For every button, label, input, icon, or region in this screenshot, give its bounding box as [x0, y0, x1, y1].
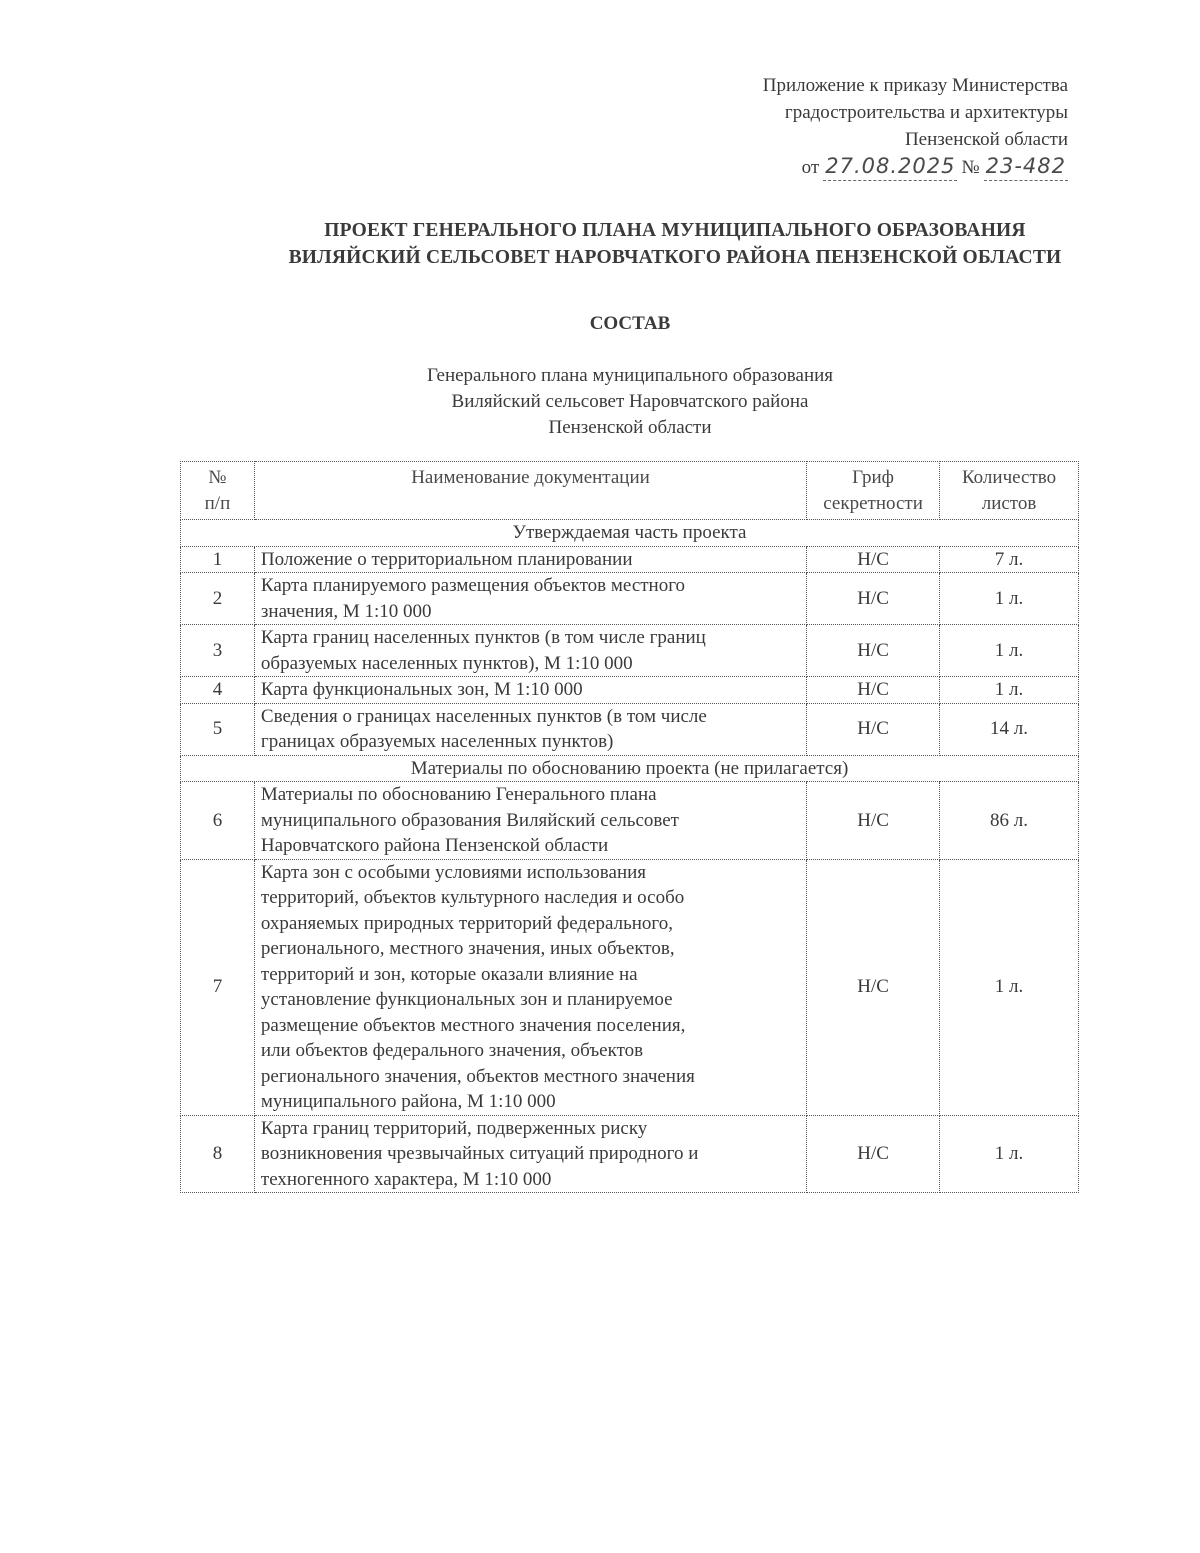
row-name [254, 625, 806, 677]
row-number: 5 [181, 703, 255, 755]
row-count: 1 л. [940, 1115, 1079, 1193]
header-num [181, 462, 255, 520]
row-name-line: охраняемых природных территорий федерального, [260, 912, 674, 934]
header-name: Наименование документации [254, 462, 806, 520]
appendix-line-3: Пензенской области [904, 129, 1068, 150]
from-label: от [801, 157, 820, 178]
row-name-line: техногенного характера, М 1:10 000 [260, 1168, 552, 1190]
row-name [254, 703, 806, 755]
header-grif [807, 462, 940, 520]
row-name-line: установление функциональных зон и планируемое [260, 989, 673, 1010]
row-name [254, 859, 806, 1115]
row-number: 6 [181, 782, 255, 860]
section-approved-part [181, 520, 1079, 547]
row-grif: Н/С [807, 677, 940, 704]
row-name [254, 782, 806, 860]
row-number: 8 [181, 1115, 255, 1193]
order-date-number [763, 153, 1068, 181]
appendix-line-1: Приложение к приказу Министерства [762, 75, 1068, 96]
row-grif: Н/С [807, 1115, 940, 1193]
header-count-line-2: листов [981, 492, 1037, 514]
handwritten-number: 23-482 [984, 153, 1068, 181]
table-row [181, 703, 1079, 755]
row-count: 1 л. [940, 677, 1079, 704]
row-name-line: Карта границ территорий, подверженных риску [260, 1117, 648, 1139]
row-number: 1 [181, 546, 255, 573]
row-grif: Н/С [807, 573, 940, 625]
row-name-line: размещение объектов местного значения поселения, [260, 1014, 686, 1036]
row-number: 3 [181, 625, 255, 677]
appendix-line-2: градостроительства и архитектуры [784, 102, 1068, 123]
header-num-line-1: № [208, 467, 227, 488]
row-name-line: муниципального района, М 1:10 000 [260, 1091, 556, 1112]
header-grif-line-2: секретности [823, 492, 923, 514]
header-grif-line-1: Гриф [852, 467, 894, 488]
section-approved-part-label: Утверждаемая часть проекта [181, 520, 1079, 547]
header-count [940, 462, 1079, 520]
handwritten-date: 27.08.2025 [823, 153, 957, 181]
row-grif: Н/С [807, 859, 940, 1115]
row-name-line: территорий и зон, которые оказали влияние на [260, 963, 638, 985]
subtitle-line-2: Виляйский сельсовет Наровчатского района [451, 391, 809, 412]
document-title [150, 217, 1200, 271]
section-heading: СОСТАВ [589, 313, 671, 334]
row-name-line: Материалы по обоснованию Генерального плана [260, 784, 657, 805]
header-num-line-2: п/п [204, 492, 231, 514]
subtitle-line-1: Генерального плана муниципального образования [426, 365, 834, 386]
document-subtitle [0, 363, 1200, 441]
row-name-line: значения, М 1:10 000 [260, 600, 432, 622]
row-number: 2 [181, 573, 255, 625]
documentation-table [180, 461, 1079, 1193]
row-grif: Н/С [807, 703, 940, 755]
row-grif: Н/С [807, 782, 940, 860]
row-name-line: образуемых населенных пунктов), М 1:10 000 [260, 652, 633, 674]
row-name-line: Карта функциональных зон, М 1:10 000 [260, 679, 583, 700]
row-name-line: возникновения чрезвычайных ситуаций природного и [260, 1143, 699, 1164]
row-grif: Н/С [807, 625, 940, 677]
appendix-block [763, 72, 1068, 181]
row-name-line: или объектов федерального значения, объектов [260, 1040, 644, 1061]
row-count: 7 л. [940, 546, 1079, 573]
subtitle-line-3: Пензенской области [548, 417, 712, 438]
row-name-line: Карта планируемого размещения объектов местного [260, 575, 686, 596]
section-justification-materials-label: Материалы по обоснованию проекта (не прилагается) [181, 755, 1079, 782]
row-number: 7 [181, 859, 255, 1115]
row-number: 4 [181, 677, 255, 704]
table-row [181, 625, 1079, 677]
row-name-line: Наровчатского района Пензенской области [260, 835, 609, 856]
row-count: 1 л. [940, 625, 1079, 677]
row-name-line: регионального значения, объектов местного значения [260, 1065, 695, 1087]
table-row [181, 782, 1079, 860]
row-name-line: границах образуемых населенных пунктов) [260, 731, 614, 752]
row-count: 1 л. [940, 859, 1079, 1115]
row-name-line: Положение о территориальном планировании [260, 548, 633, 570]
title-line-2: ВИЛЯЙСКИЙ СЕЛЬСОВЕТ НАРОВЧАТКОГО РАЙОНА ПЕНЗЕНСКОЙ ОБЛАСТИ [288, 247, 1062, 268]
row-count: 14 л. [940, 703, 1079, 755]
row-count: 1 л. [940, 573, 1079, 625]
table-row [181, 1115, 1079, 1193]
row-name [254, 573, 806, 625]
row-name [254, 1115, 806, 1193]
table-row [181, 859, 1079, 1115]
row-count: 86 л. [940, 782, 1079, 860]
table-body [181, 520, 1079, 1193]
row-name-line: Карта зон с особыми условиями использования [260, 861, 647, 883]
table-row [181, 677, 1079, 704]
row-name [254, 546, 806, 573]
row-name-line: Карта границ населенных пунктов (в том числе границ [260, 627, 706, 648]
row-name [254, 677, 806, 704]
section-justification-materials [181, 755, 1079, 782]
header-count-line-1: Количество [961, 467, 1057, 488]
row-name-line: территорий, объектов культурного наследия и особо [260, 887, 685, 908]
table-row [181, 573, 1079, 625]
number-label: № [961, 157, 980, 178]
row-name-line: регионального, местного значения, иных объектов, [260, 938, 675, 959]
row-name-line: Сведения о границах населенных пунктов (в том числе [260, 705, 707, 727]
table-header-row [181, 462, 1079, 520]
title-line-1: ПРОЕКТ ГЕНЕРАЛЬНОГО ПЛАНА МУНИЦИПАЛЬНОГО ОБРАЗОВАНИЯ [324, 220, 1026, 241]
row-name-line: муниципального образования Виляйский сельсовет [260, 809, 679, 831]
table-row [181, 546, 1079, 573]
row-grif: Н/С [807, 546, 940, 573]
